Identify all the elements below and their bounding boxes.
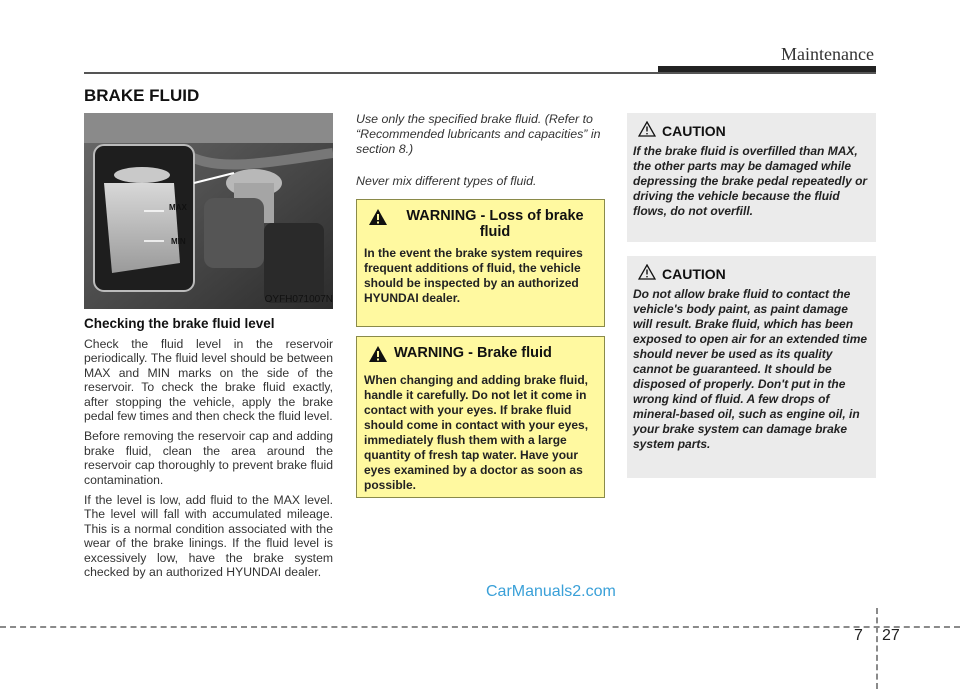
specified-fluid-note: Use only the specified brake fluid. (Refer to “Recommended lubricants and capacities” in section 8.) bbox=[356, 112, 601, 156]
checking-paragraph-3: If the level is low, add fluid to the MAX level. The level will fall with accumulated mileage. This is a normal condition associated with the wear of the brake linings. If the fluid level is excessively low, have the brake system checked by an authorized HYUNDAI dealer. bbox=[84, 493, 333, 580]
caution-icon bbox=[638, 264, 656, 283]
never-mix-note: Never mix different types of fluid. bbox=[356, 174, 537, 188]
caution-icon bbox=[638, 121, 656, 140]
caution-title bbox=[633, 264, 868, 283]
caution-title bbox=[633, 121, 868, 140]
warning-title bbox=[364, 208, 596, 240]
figure-code: OYFH071007N bbox=[264, 294, 333, 305]
warning-title-text: WARNING - Brake fluid bbox=[394, 345, 552, 361]
brake-reservoir-photo bbox=[84, 113, 333, 309]
checking-heading: Checking the brake fluid level bbox=[84, 316, 275, 331]
caution-title-text: CAUTION bbox=[662, 122, 726, 139]
caution-title-text: CAUTION bbox=[662, 265, 726, 282]
checking-paragraph-1: Check the fluid level in the reservoir periodically. The fluid level should be between MAX and MIN marks on the side of the reservoir. To check the brake fluid exactly, after stopping the vehicle, apply the brake pedal few times and then check the fluid level. bbox=[84, 337, 333, 424]
running-header: Maintenance bbox=[781, 44, 874, 64]
checking-paragraph-2: Before removing the reservoir cap and adding brake fluid, clean the area around the reservoir cap thoroughly to prevent brake fluid contamination. bbox=[84, 429, 333, 487]
fluid-notes bbox=[356, 112, 607, 206]
warning-icon bbox=[368, 345, 388, 367]
header-rule bbox=[84, 72, 876, 74]
footer-rule bbox=[0, 626, 960, 628]
warning-brake-fluid bbox=[356, 336, 605, 498]
warning-title bbox=[364, 345, 596, 367]
checking-section bbox=[84, 316, 333, 586]
page-title: BRAKE FLUID bbox=[84, 86, 200, 105]
min-mark-label: MIN bbox=[171, 237, 186, 246]
chapter-number: 7 bbox=[854, 627, 863, 644]
max-mark-label: MAX bbox=[169, 203, 187, 212]
watermark-link[interactable]: CarManuals2.com bbox=[486, 583, 616, 600]
page-number: 27 bbox=[882, 627, 900, 644]
warning-body: In the event the brake system requires frequent additions of fluid, the vehicle should be inspected by an authorized HYUNDAI dealer. bbox=[364, 246, 583, 305]
footer-divider bbox=[876, 608, 878, 689]
caution-body: If the brake fluid is overfilled than MAX, the other parts may be damaged while depressing the brake pedal repeatedly or driving the vehicle because the fluid flows, do not overfill. bbox=[633, 144, 868, 218]
caution-body: Do not allow brake fluid to contact the vehicle's body paint, as paint damage will result. Brake fluid, which has been exposed to open air for an extended time should never be used as its quality cannot be guaranteed. It should be disposed of properly. Don't put in the wrong kind of fluid. A few drops of mineral-based oil, such as engine oil, in your brake system can damage brake system parts. bbox=[633, 287, 868, 451]
warning-title-text: WARNING - Loss of brake fluid bbox=[406, 208, 584, 240]
warning-loss-of-fluid bbox=[356, 199, 605, 327]
caution-paint-damage bbox=[627, 256, 876, 478]
header-rule-accent bbox=[658, 66, 876, 72]
caution-overfill bbox=[627, 113, 876, 242]
engine-bay-illustration bbox=[84, 113, 333, 309]
warning-body: When changing and adding brake fluid, handle it carefully. Do not let it come in contact with your eyes. If brake fluid should come in contact with your eyes, immediately flush them with a large quantity of fresh tap water. Have your eyes examined by a doctor as soon as possible. bbox=[364, 373, 589, 492]
warning-icon bbox=[368, 208, 388, 230]
